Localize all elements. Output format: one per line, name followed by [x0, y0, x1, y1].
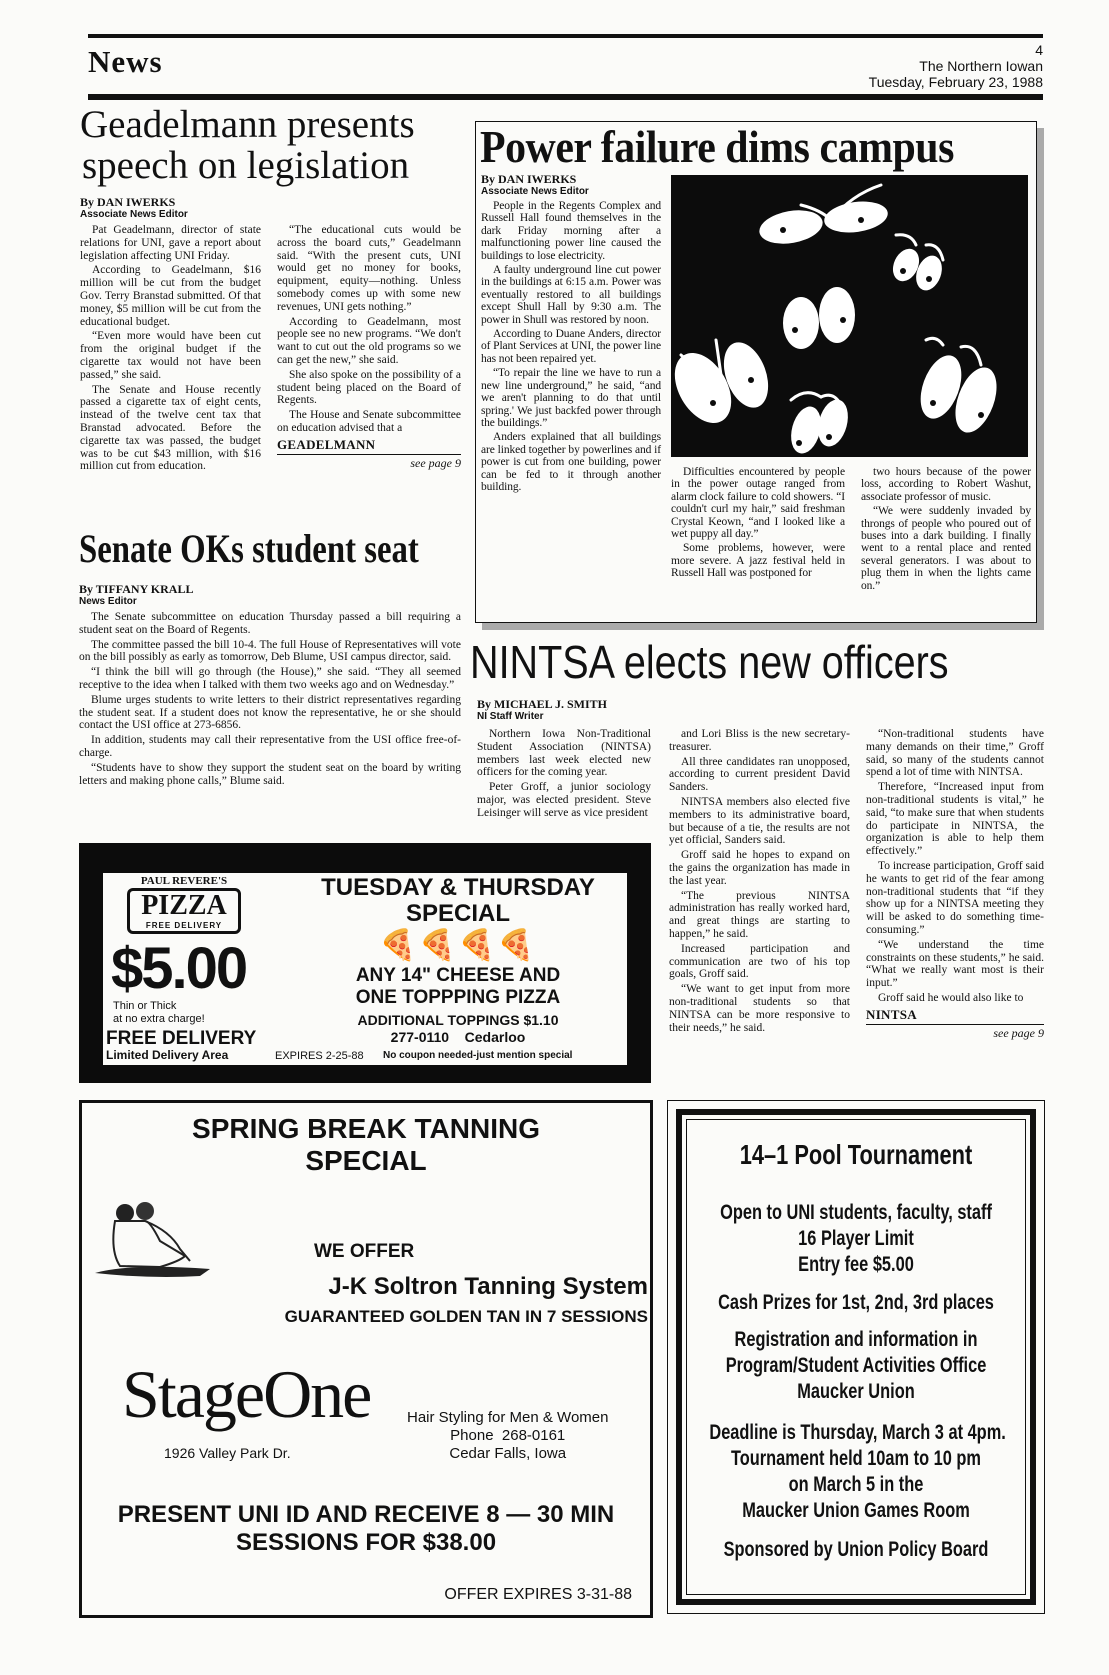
pizza-expires: EXPIRES 2-25-88: [275, 1050, 364, 1062]
paragraph: All three candidates ran unopposed, according to current president David Sanders.: [669, 755, 850, 794]
paragraph: The House and Senate subcommittee on education advised that a: [277, 409, 461, 434]
paragraph: The committee passed the bill 10-4. The full House of Representatives will vote on the bill possibly as early as tomorrow, Deb Blume, USI campus director, said.: [79, 638, 461, 664]
paragraph: Increased participation and communication are two of his top goals, Groff said.: [669, 942, 850, 981]
title-line: SPRING BREAK TANNING: [192, 1113, 540, 1144]
title-line: SPECIAL: [305, 1145, 427, 1176]
offer-line: ONE TOPPPING PIZZA: [355, 987, 561, 1008]
promo-line: SESSIONS FOR $38.00: [235, 1529, 497, 1556]
nintsa-column-3-text: [866, 728, 1044, 1005]
logo-bottom-text: FREE DELIVERY: [145, 921, 223, 930]
section-title: News: [88, 44, 163, 79]
tanning-title: [82, 1113, 650, 1177]
senate-byline: [79, 582, 193, 608]
pool-title: 14–1 Pool Tournament: [739, 1139, 973, 1170]
logo-top-text: PAUL REVERE'S: [140, 875, 228, 887]
promo-line: PRESENT UNI ID AND RECEIVE 8 — 30 MIN: [117, 1501, 615, 1528]
tanning-advertisement: [79, 1100, 653, 1618]
power-column-3: [861, 466, 1031, 594]
sunbathing-couple-illustration: [90, 1201, 215, 1281]
salon-phone: Phone 268-0161: [450, 1427, 566, 1444]
logo-badge: [127, 888, 241, 934]
pizza-ad-offer: [293, 875, 623, 1045]
we-offer: WE OFFER: [314, 1241, 415, 1262]
geadelmann-column-1: [80, 224, 261, 475]
author: By TIFFANY KRALL: [79, 582, 194, 596]
free-delivery: FREE DELIVERY: [106, 1028, 257, 1049]
paragraph: According to Geadelmann, most people see no new programs. “We don't want to cut out the old programs so we can get the new,” she said.: [277, 315, 461, 366]
phone: 277-0110: [390, 1029, 450, 1045]
delivery-block: [106, 1029, 256, 1063]
logo-main-text: PIZZA: [141, 890, 227, 921]
headline-line: Geadelmann presents: [80, 103, 415, 146]
dancing-pizza-slices-icon: 🍕🍕🍕🍕: [379, 929, 537, 962]
location: Cedarloo: [464, 1029, 526, 1045]
pizza-ad-inner: [103, 873, 627, 1065]
paragraph: and Lori Bliss is the new secretary-treasurer.: [669, 728, 850, 753]
paragraph: Pat Geadelmann, director of state relations for UNI, gave a report about legislation affecting UNI Friday.: [80, 224, 261, 262]
paragraph: two hours because of the power loss, according to Robert Washut, associate professor of music.: [861, 466, 1031, 503]
nintsa-byline: [477, 697, 607, 723]
paragraph: Blume urges students to write letters to their district representatives regarding the student seat. If a student does not know the representative, he or she should contact the USI office at 273-6856.: [79, 693, 461, 732]
offer-line: ANY 14" CHEESE AND: [355, 965, 561, 986]
nintsa-headline: NINTSA elects new officers: [470, 636, 949, 688]
paragraph: Anders explained that all buildings are linked together by powerlines and if power is cut from one building, power can be fed to it through another building.: [481, 431, 661, 493]
paragraph: According to Geadelmann, $16 million will be cut from the budget Gov. Terry Branstad submitted. Of that money, $5 million will be cut from the educational budget.: [80, 264, 261, 328]
salon-city: Cedar Falls, Iowa: [449, 1445, 567, 1462]
author-title: Associate News Editor: [80, 209, 188, 220]
jump-rule: [277, 454, 461, 455]
pool-line: Deadline is Thursday, March 3 at 4pm.: [709, 1421, 1006, 1444]
paragraph: “We want to get input from more non-traditional students so that NINTSA can be more responsive to their needs,” he said.: [669, 983, 850, 1034]
paragraph: To increase participation, Groff said he wants to get rid of the fear among non-traditional students that “if they show up for a NINTSA meeting they will be asked to do something time-consuming.”: [866, 859, 1044, 936]
masthead-info: [869, 42, 1043, 90]
geadelmann-column-2-text: [277, 224, 461, 435]
salon-address: 1926 Valley Park Dr.: [164, 1445, 291, 1461]
power-column-2: [671, 466, 845, 582]
continued-link[interactable]: see page 9: [410, 455, 461, 470]
paragraph: According to Duane Anders, director of Plant Services at UNI, the power line has not been repaired yet.: [481, 328, 661, 365]
guarantee: GUARANTEED GOLDEN TAN IN 7 SESSIONS: [284, 1307, 648, 1326]
paragraph: “The educational cuts would be across the board cuts,” Geadelmann said. “With the present cuts, UNI would get no money for books, equipment, equity—nothing. Unless somebody comes up with some new revenues, UNI gets nothing.”: [277, 224, 461, 313]
pizza-advertisement: [79, 843, 651, 1083]
pool-line: Tournament held 10am to 10 pm: [730, 1447, 981, 1470]
paragraph: The Senate subcommittee on education Thursday passed a bill requiring a student seat on the Board of Regents.: [79, 611, 461, 636]
nintsa-column-1: [477, 728, 651, 822]
paul-reveres-pizza-logo: [109, 875, 259, 934]
author: By DAN IWERKS: [481, 172, 577, 186]
pool-line: Sponsored by Union Policy Board: [723, 1538, 989, 1561]
promo: [82, 1501, 650, 1557]
paragraph: In addition, students may call their representative from the USI office free-of-charge.: [79, 734, 461, 759]
paper-name: The Northern Iowan: [919, 58, 1043, 74]
paragraph: Groff said he hopes to expand on the gains the organization has made in the last year.: [669, 849, 850, 887]
headline-line: speech on legislation: [82, 144, 410, 187]
author: By DAN IWERKS: [80, 195, 176, 209]
stage-one-logo: StageOne: [122, 1356, 371, 1432]
pool-line: Open to UNI students, faculty, staff: [720, 1201, 992, 1224]
paragraph: “The previous NINTSA administration has really worked hard, and great things are starting to happen,” he said.: [669, 889, 850, 940]
paragraph: “To repair the line we have to run a new line underground,” he said, “and we aren't planning to do that until spring.' We just backfed power through the buildings.”: [481, 367, 661, 429]
geadelmann-column-2: [277, 224, 461, 470]
senate-headline: Senate OKs student seat: [79, 526, 419, 571]
issue-date: Tuesday, February 23, 1988: [868, 74, 1043, 90]
paragraph: Therefore, “Increased input from non-traditional students is vital,” he said, “to make sure that when students do participate in NINTSA, the organization is able to help them effectively.”: [866, 781, 1044, 858]
geadelmann-headline: [80, 104, 415, 186]
paragraph: She also spoke on the possibility of a student being placed on the Board of Regents.: [277, 368, 461, 407]
contact-line: [293, 1029, 623, 1045]
coupon-note: No coupon needed-just mention special: [383, 1050, 573, 1061]
crust-note-line: at no extra charge!: [113, 1013, 205, 1025]
power-byline: [481, 172, 589, 198]
power-column-1: [481, 200, 661, 495]
author: By MICHAEL J. SMITH: [477, 697, 608, 711]
crust-note: [113, 1000, 205, 1026]
paragraph: NINTSA members also elected five members to its administrative board, but because of a tie, the results are not yet official, Sanders said.: [669, 795, 850, 847]
masthead-top-rule: [88, 34, 1043, 38]
eyes-in-dark-illustration: [671, 175, 1028, 457]
pool-line: Program/Student Activities Office: [725, 1354, 987, 1377]
nintsa-column-2: [669, 728, 850, 1036]
toppings-price: ADDITIONAL TOPPINGS $1.10: [357, 1012, 559, 1028]
paragraph: Peter Groff, a junior sociology major, was elected president. Steve Leisinger will serve as vice president: [477, 781, 651, 819]
delivery-area: Limited Delivery Area: [106, 1048, 229, 1062]
paragraph: The Senate and House recently passed a cigarette tax of eight cents, instead of the twelve cent tax that Branstad advocated. Before the cigarette tax was passed, the budget was to be cut $43 million, with $16 million cut from education.: [80, 383, 261, 473]
tanning-expires: OFFER EXPIRES 3-31-88: [444, 1586, 632, 1603]
paragraph: “I think the bill will go through (the House),” she said. “They all seemed receptive to the idea when I talked with them two weeks ago and on Wednesday.”: [79, 666, 461, 691]
jump-label: NINTSA: [866, 1006, 917, 1022]
paragraph: Difficulties encountered by people in the power outage ranged from alarm clock failure to cold showers. “I couldn't curl my hair,” said freshman Crystal Keown, “and I looked like a wet puppy all day.”: [671, 466, 845, 541]
masthead-bottom-rule: [88, 94, 1043, 100]
paragraph: “Even more would have been cut from the original budget if the cigarette tax would not have been passed,” she said.: [80, 330, 261, 381]
pool-tournament-advertisement: [667, 1100, 1045, 1614]
continued-link[interactable]: see page 9: [993, 1025, 1044, 1040]
paragraph: “Non-traditional students have many demands on their time,” Groff said, so many of the students cannot spend a lot of time with NINTSA.: [866, 728, 1044, 779]
ad-title: SPECIAL: [405, 900, 510, 927]
author-title: NI Staff Writer: [477, 711, 544, 722]
ad-title: TUESDAY & THURSDAY: [321, 874, 595, 901]
geadelmann-byline: [80, 195, 188, 221]
pool-line: Maucker Union Games Room: [742, 1499, 970, 1522]
paragraph: “We were suddenly invaded by throngs of people who poured out of buses into a dark building. I finally went to a rental place and rented several generators. I was about to plug them in when the lights came on.”: [861, 505, 1031, 592]
author-title: News Editor: [79, 596, 137, 607]
jump-rule: [866, 1024, 1044, 1025]
pool-line: Cash Prizes for 1st, 2nd, 3rd places: [718, 1291, 994, 1314]
nintsa-column-3: [866, 728, 1044, 1040]
power-headline: Power failure dims campus: [480, 122, 954, 172]
paragraph: A faulty underground line cut power in the buildings at 6:15 a.m. Power was eventually restored to all buildings except Shull Hall by 9:30 a.m. The power in Shull was restored by noon.: [481, 264, 661, 326]
paragraph: Some problems, however, were more severe. A jazz festival held in Russell Hall was postponed for: [671, 542, 845, 580]
crust-note-line: Thin or Thick: [113, 1000, 177, 1012]
pool-line: Maucker Union: [797, 1380, 915, 1403]
pool-line: 16 Player Limit: [798, 1227, 914, 1250]
paragraph: “Students have to show they support the student seat on the board by writing letters and making phone calls,” Blume said.: [79, 761, 461, 787]
senate-body: [79, 611, 461, 789]
pool-line: on March 5 in the: [788, 1473, 924, 1496]
jump-label: GEADELMANN: [277, 436, 376, 452]
paragraph: Northern Iowa Non-Traditional Student Association (NINTSA) members last week elected new officers for the coming year.: [477, 728, 651, 779]
paragraph: People in the Regents Complex and Russell Hall found themselves in the dark Friday morning after a malfunctioning power line caused the buildings to lose electricity.: [481, 200, 661, 262]
paragraph: Groff said he would also like to: [878, 991, 1024, 1004]
salon-info: [407, 1409, 608, 1463]
pool-line: Registration and information in: [734, 1328, 978, 1351]
tagline: Hair Styling for Men & Women: [407, 1409, 609, 1426]
price: $5.00: [111, 936, 247, 1001]
page-number: 4: [1035, 42, 1043, 58]
power-failure-article: [475, 121, 1037, 623]
author-title: Associate News Editor: [481, 186, 589, 197]
tanning-system: J-K Soltron Tanning System: [328, 1273, 648, 1300]
pool-line: Entry fee $5.00: [798, 1253, 914, 1276]
paragraph: “We understand the time constraints on these students,” he said. “What we really want most is their input.”: [866, 938, 1044, 990]
